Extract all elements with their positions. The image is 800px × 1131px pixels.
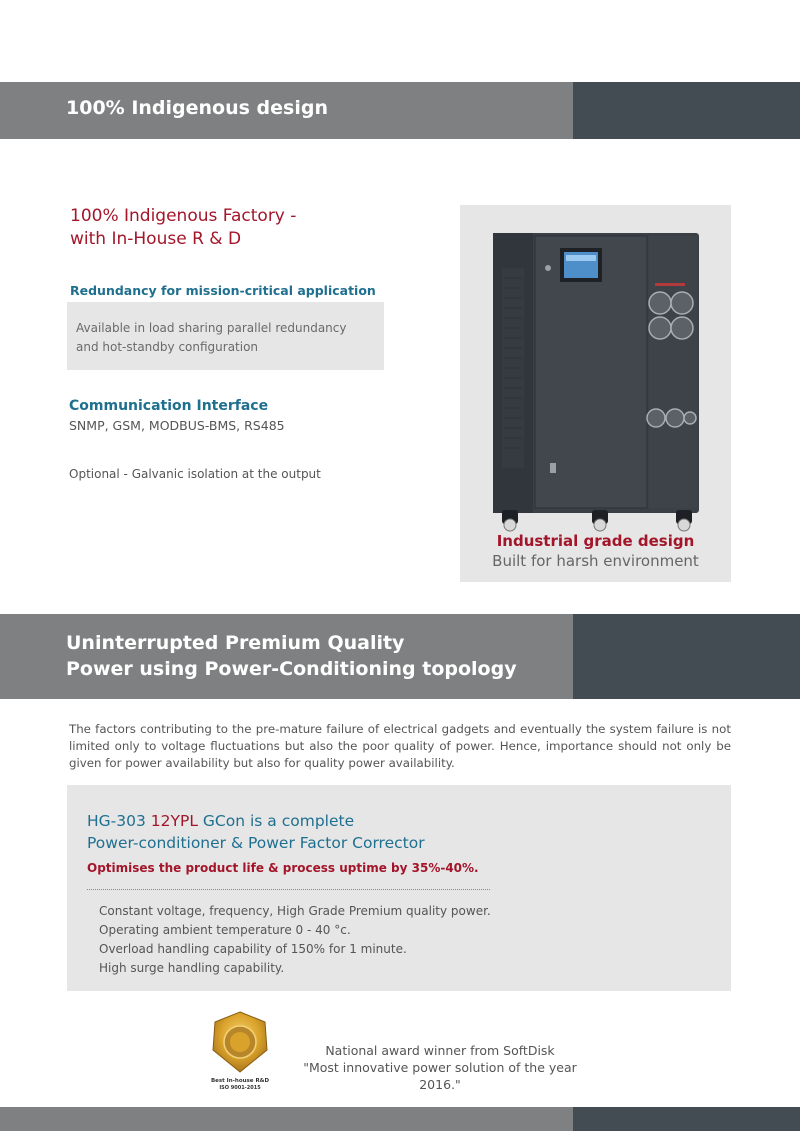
hg-model-prefix: HG-303: [87, 812, 146, 830]
dotted-divider: [87, 889, 490, 890]
list-item: Constant voltage, frequency, High Grade Premium quality power.: [99, 904, 491, 918]
redundancy-box: [67, 302, 384, 370]
hg-title-line2: Power-conditioner & Power Factor Corrector: [87, 834, 425, 852]
redundancy-text-line1: Available in load sharing parallel redundancy: [76, 321, 347, 335]
hg-title-line1: [87, 810, 425, 832]
section-title-power-quality: [66, 630, 517, 682]
factory-heading: [70, 205, 296, 251]
product-card-title: Industrial grade design: [496, 532, 695, 550]
award-text-line2: "Most innovative power solution of the year 2016.": [303, 1060, 577, 1092]
section-title-line1: Uninterrupted Premium Quality: [66, 632, 405, 654]
band-light-segment: [0, 1107, 573, 1131]
section-title-line2: Power using Power-Conditioning topology: [66, 658, 517, 680]
award-text-line1: National award winner from SoftDisk: [325, 1043, 555, 1058]
award-badge-icon: [205, 1010, 275, 1098]
communication-title: Communication Interface: [69, 398, 269, 414]
hg-subtitle: Optimises the product life & process uptime by 35%-40%.: [87, 861, 479, 875]
redundancy-text-line2: and hot-standby configuration: [76, 340, 259, 354]
hg-model-highlight: 12YPL: [150, 812, 198, 830]
badge-text-line2: ISO 9001-2015: [219, 1085, 261, 1091]
hg-feature-list: [99, 902, 491, 978]
redundancy-title: Redundancy for mission-critical application: [70, 283, 376, 298]
product-card-subtitle: Built for harsh environment: [492, 552, 699, 570]
factory-heading-line1: 100% Indigenous Factory -: [70, 206, 297, 226]
award-text: [285, 1042, 595, 1093]
hg-product-box: [67, 785, 731, 991]
list-item: Overload handling capability of 150% for 1 minute.: [99, 942, 407, 956]
product-card: [460, 205, 731, 582]
badge-text-line1: Best In-house R&D: [210, 1078, 270, 1084]
band-dark-segment: [573, 82, 800, 139]
hg-title-rest: GCon is a complete: [202, 812, 355, 830]
factory-heading-line2: with In-House R & D: [70, 229, 242, 249]
hg-product-title: [87, 810, 425, 854]
communication-text: SNMP, GSM, MODBUS-BMS, RS485: [69, 418, 285, 433]
list-item: High surge handling capability.: [99, 961, 285, 975]
redundancy-text: [76, 319, 374, 357]
band-dark-segment: [573, 614, 800, 699]
footer-band: [0, 1107, 800, 1131]
band-dark-segment: [573, 1107, 800, 1131]
intro-paragraph: The factors contributing to the pre-mature failure of electrical gadgets and eventually the system failure is not limited only to voltage fluctuations but also the poor quality of power. Hence, importance should not only be given for power availability but also for quality power availability.: [69, 722, 731, 770]
list-item: Operating ambient temperature 0 - 40 °c.: [99, 923, 351, 937]
ups-cabinet-image: [490, 228, 705, 533]
section-title-indigenous: 100% Indigenous design: [66, 97, 328, 119]
optional-text: Optional - Galvanic isolation at the output: [69, 467, 321, 481]
